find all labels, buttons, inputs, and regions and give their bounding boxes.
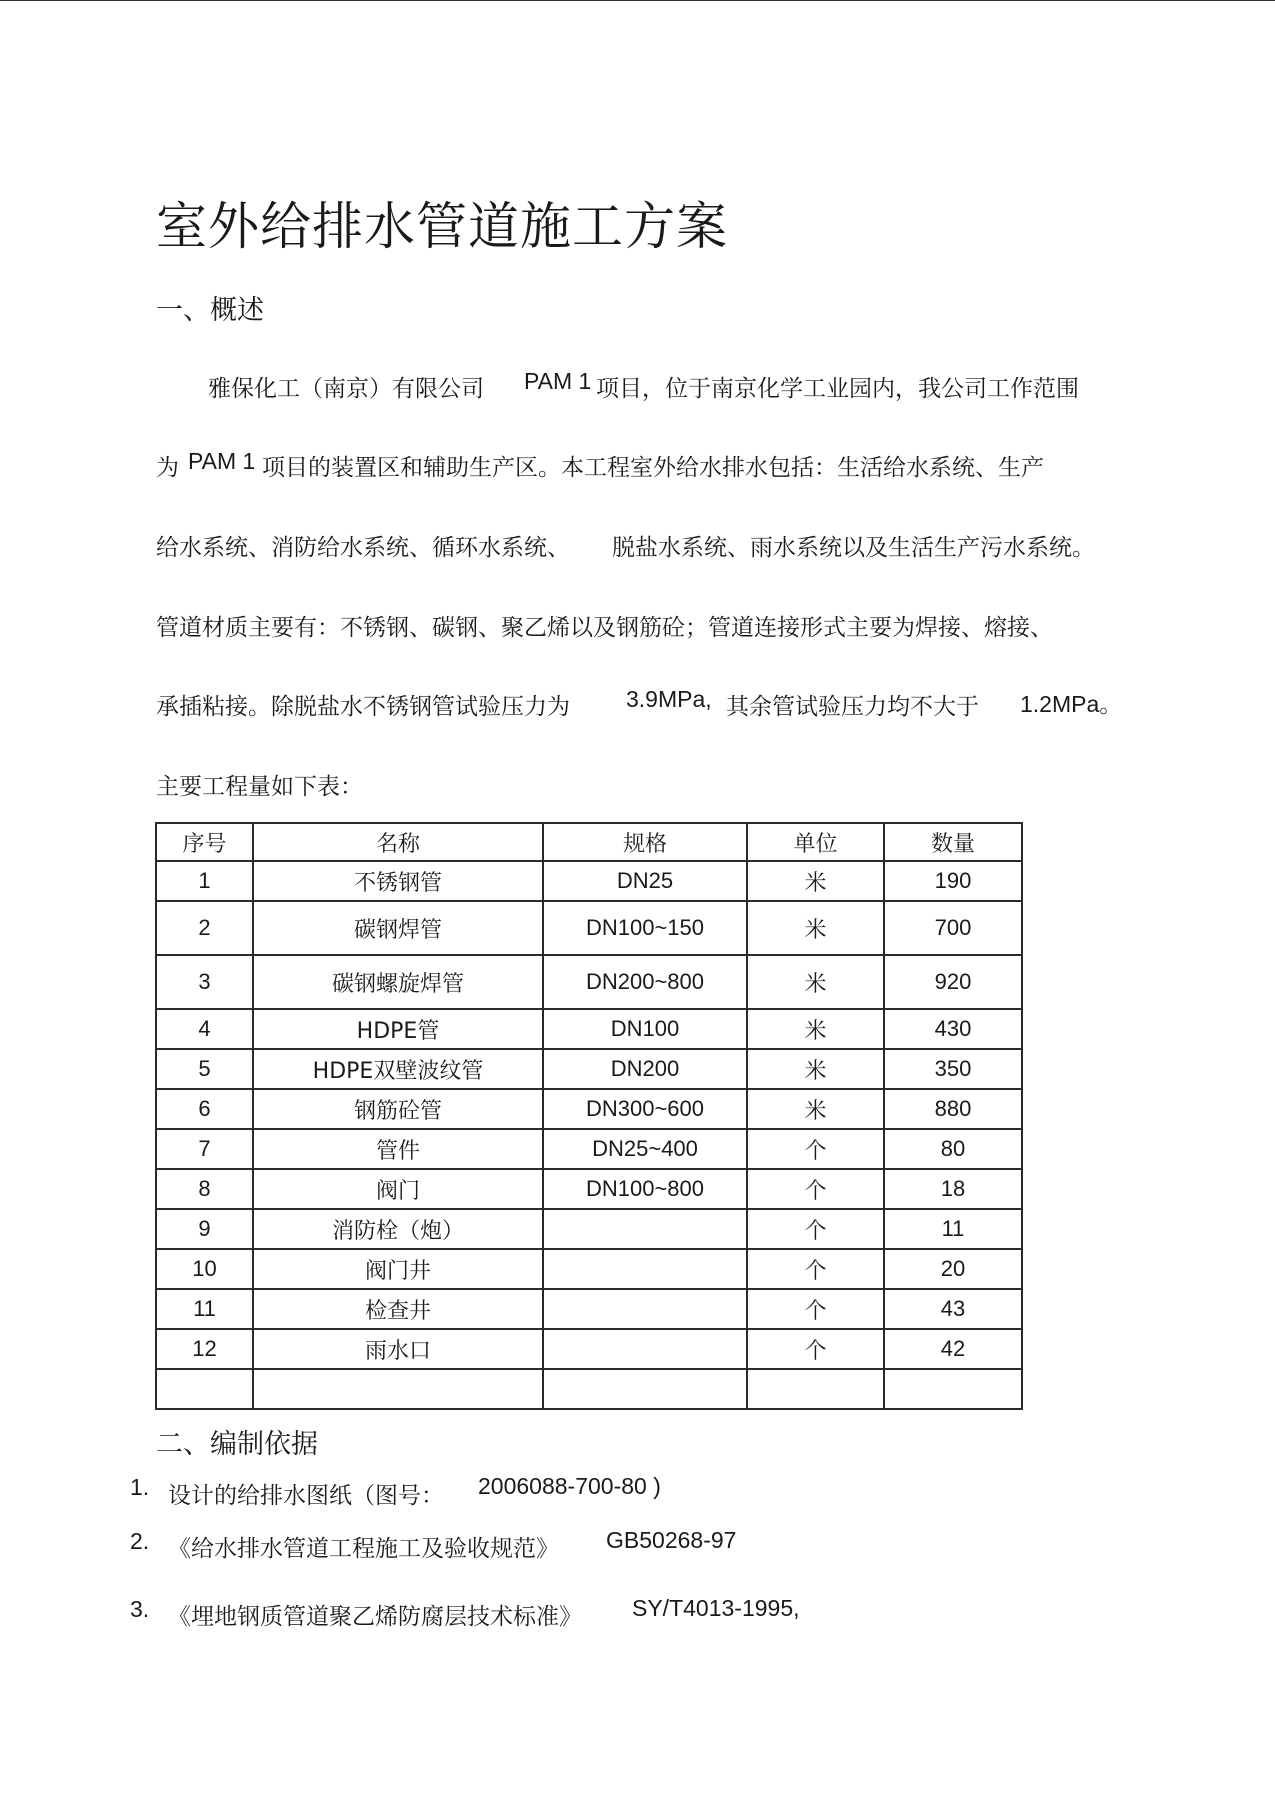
row-index-cell [156, 1369, 253, 1409]
header-cell: 序号 [156, 823, 253, 861]
table-row [156, 1089, 1022, 1129]
quantity-cell [884, 1369, 1022, 1409]
unit-cell: 个 [747, 1209, 884, 1249]
reference-index: 3. [130, 1596, 150, 1622]
overview-line-1c: 项目，位于南京化学工业园内，我公司工作范围 [596, 376, 1079, 402]
item-name-cell: HDPE双壁波纹管 [253, 1049, 543, 1089]
spec-cell: DN100 [543, 1009, 747, 1049]
quantity-cell: 43 [884, 1289, 1022, 1329]
overview-line-5a: 承插粘接。除脱盐水不锈钢管试验压力为 [156, 694, 570, 720]
quantity-cell: 18 [884, 1169, 1022, 1209]
reference-code: SY/T4013-1995, [632, 1595, 800, 1621]
overview-line-3a: 给水系统、消防给水系统、循环水系统、 [156, 535, 570, 561]
table-row [156, 1209, 1022, 1249]
spec-cell: DN200~800 [543, 955, 747, 1009]
overview-line-6: 主要工程量如下表： [156, 774, 363, 800]
spec-cell: DN100~150 [543, 901, 747, 955]
spec-cell [543, 1289, 747, 1329]
spec-cell: DN200 [543, 1049, 747, 1089]
row-index-cell: 10 [156, 1249, 253, 1289]
reference-index: 1. [130, 1474, 150, 1500]
overview-line-2c: 项目的装置区和辅助生产区。本工程室外给水排水包括：生活给水系统、生产 [262, 455, 1044, 481]
row-index-cell: 4 [156, 1009, 253, 1049]
row-index-cell: 2 [156, 901, 253, 955]
row-index-cell: 11 [156, 1289, 253, 1329]
item-name-cell: 碳钢螺旋焊管 [253, 955, 543, 1009]
table-row [156, 1009, 1022, 1049]
item-name-cell: 检查井 [253, 1289, 543, 1329]
table-row [156, 1369, 1022, 1409]
unit-cell: 米 [747, 861, 884, 901]
item-name-cell: 钢筋砼管 [253, 1089, 543, 1129]
item-name-cell [253, 1369, 543, 1409]
reference-code: GB50268-97 [606, 1527, 737, 1553]
table-row [156, 1049, 1022, 1089]
spec-cell: DN25 [543, 861, 747, 901]
item-name-cell: 阀门井 [253, 1249, 543, 1289]
item-name-cell: 不锈钢管 [253, 861, 543, 901]
unit-cell [747, 1369, 884, 1409]
quantity-table [155, 822, 1023, 1410]
reference-text: 设计的给排水图纸（图号： [168, 1483, 444, 1509]
reference-text: 《给水排水管道工程施工及验收规范》 [168, 1536, 559, 1562]
spec-cell [543, 1249, 747, 1289]
reference-code: 2006088-700-80 ) [478, 1473, 661, 1499]
row-index-cell: 12 [156, 1329, 253, 1369]
row-index-cell: 9 [156, 1209, 253, 1249]
table-row [156, 901, 1022, 955]
quantity-cell: 430 [884, 1009, 1022, 1049]
item-name-cell: HDPE管 [253, 1009, 543, 1049]
item-name-cell: 阀门 [253, 1169, 543, 1209]
unit-cell: 米 [747, 955, 884, 1009]
item-name-cell: 管件 [253, 1129, 543, 1169]
quantity-cell: 350 [884, 1049, 1022, 1089]
overview-line-1b: PAM 1 [524, 368, 592, 394]
overview-line-2a: 为 [156, 455, 179, 481]
header-cell: 名称 [253, 823, 543, 861]
item-name-cell: 碳钢焊管 [253, 901, 543, 955]
spec-cell: DN300~600 [543, 1089, 747, 1129]
header-cell: 数量 [884, 823, 1022, 861]
row-index-cell: 3 [156, 955, 253, 1009]
unit-cell: 个 [747, 1169, 884, 1209]
quantity-cell: 190 [884, 861, 1022, 901]
table-row [156, 1289, 1022, 1329]
overview-line-1a: 雅保化工（南京）有限公司 [208, 376, 484, 402]
row-index-cell: 5 [156, 1049, 253, 1089]
quantity-cell: 920 [884, 955, 1022, 1009]
unit-cell: 个 [747, 1249, 884, 1289]
row-index-cell: 1 [156, 861, 253, 901]
unit-cell: 个 [747, 1329, 884, 1369]
spec-cell [543, 1369, 747, 1409]
header-cell: 单位 [747, 823, 884, 861]
spec-cell: DN25~400 [543, 1129, 747, 1169]
table-row [156, 861, 1022, 901]
quantity-cell: 42 [884, 1329, 1022, 1369]
overview-line-3b: 脱盐水系统、雨水系统以及生活生产污水系统。 [612, 535, 1095, 561]
row-index-cell: 6 [156, 1089, 253, 1129]
overview-line-5c: 其余管试验压力均不大于 [726, 694, 979, 720]
spec-cell [543, 1329, 747, 1369]
document-title: 室外给排水管道施工方案 [156, 198, 729, 257]
item-name-cell: 雨水口 [253, 1329, 543, 1369]
page-top-border [0, 0, 1275, 1]
quantity-cell: 700 [884, 901, 1022, 955]
table-header-row [156, 823, 1022, 861]
quantity-cell: 80 [884, 1129, 1022, 1169]
table-row [156, 955, 1022, 1009]
spec-cell [543, 1209, 747, 1249]
reference-index: 2. [130, 1528, 150, 1554]
unit-cell: 个 [747, 1129, 884, 1169]
overview-line-5b: 3.9MPa, [626, 686, 712, 712]
table-row [156, 1169, 1022, 1209]
quantity-cell: 880 [884, 1089, 1022, 1129]
overview-line-4: 管道材质主要有：不锈钢、碳钢、聚乙烯以及钢筋砼；管道连接形式主要为焊接、熔接、 [156, 615, 1053, 641]
unit-cell: 米 [747, 1009, 884, 1049]
reference-text: 《埋地钢质管道聚乙烯防腐层技术标准》 [168, 1604, 582, 1630]
spec-cell: DN100~800 [543, 1169, 747, 1209]
unit-cell: 米 [747, 1089, 884, 1129]
item-name-cell: 消防栓（炮） [253, 1209, 543, 1249]
unit-cell: 个 [747, 1289, 884, 1329]
table-row [156, 1249, 1022, 1289]
table-row [156, 1329, 1022, 1369]
section-heading-overview: 一、概述 [156, 295, 264, 326]
unit-cell: 米 [747, 1049, 884, 1089]
table-row [156, 1129, 1022, 1169]
overview-line-5d: 1.2MPa。 [1020, 691, 1123, 717]
header-cell: 规格 [543, 823, 747, 861]
overview-line-2b: PAM 1 [188, 448, 256, 474]
row-index-cell: 8 [156, 1169, 253, 1209]
unit-cell: 米 [747, 901, 884, 955]
section-heading-basis: 二、编制依据 [156, 1429, 318, 1460]
quantity-cell: 20 [884, 1249, 1022, 1289]
quantity-cell: 11 [884, 1209, 1022, 1249]
row-index-cell: 7 [156, 1129, 253, 1169]
